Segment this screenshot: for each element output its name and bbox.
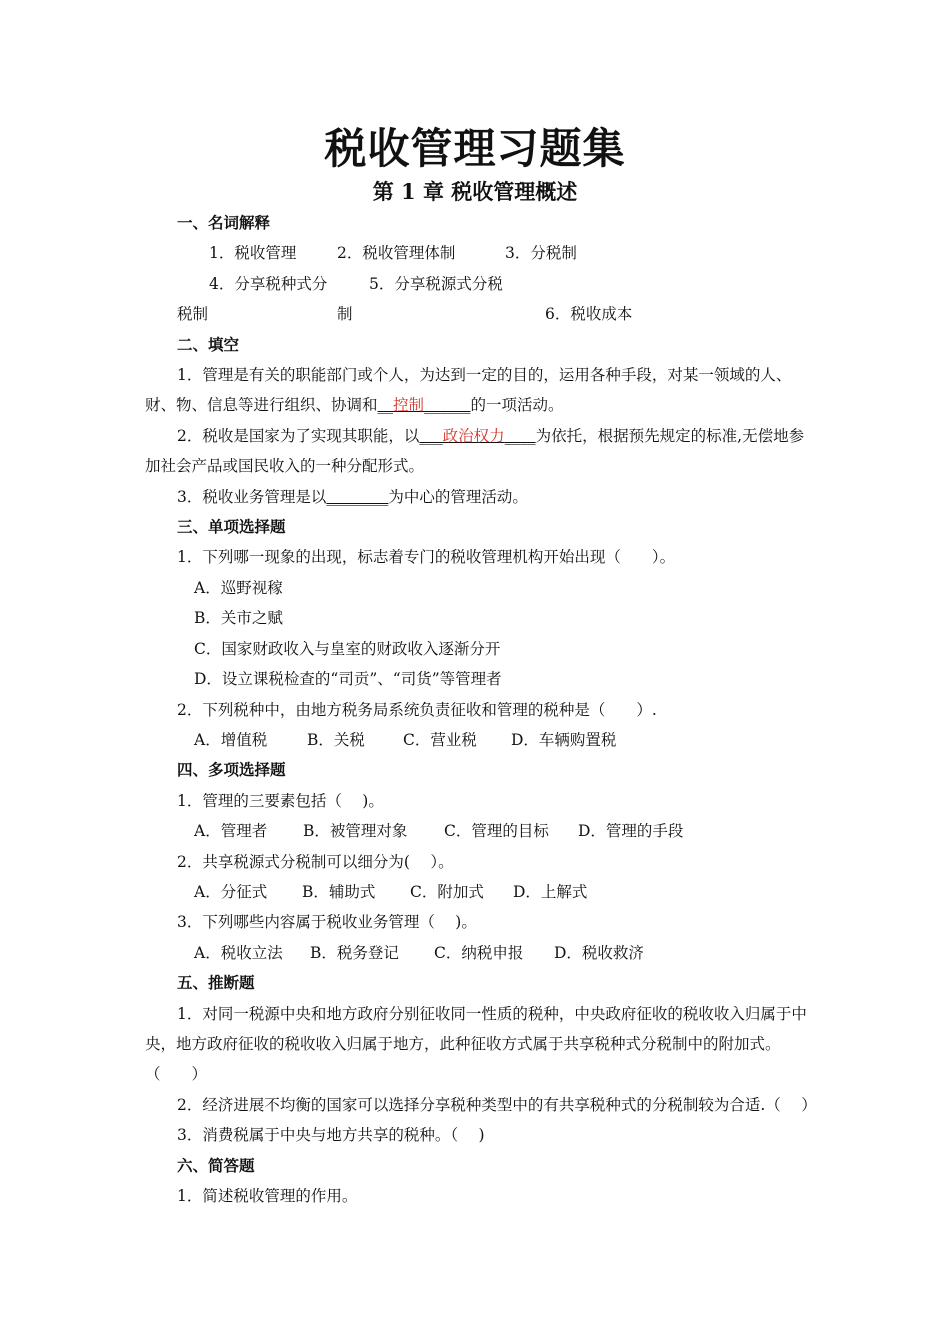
choice-option: A．管理者 bbox=[194, 822, 268, 841]
term-item: 2．税收管理体制 bbox=[337, 244, 456, 263]
choice-options-row bbox=[145, 725, 810, 755]
choice-option: B．关市之赋 bbox=[194, 609, 283, 628]
term-item: 3．分税制 bbox=[505, 244, 577, 263]
term-item: 6．税收成本 bbox=[545, 305, 633, 324]
choice-option: B．税务登记 bbox=[310, 943, 399, 962]
document-title: 税收管理习题集 bbox=[324, 124, 626, 173]
question-text: 1．管理的三要素包括（ )。 bbox=[177, 791, 384, 810]
choice-option: A．分征式 bbox=[194, 882, 268, 901]
choice-option: C．国家财政收入与皇室的财政收入逐渐分开 bbox=[194, 639, 501, 658]
question-text: 1．简述税收管理的作用。 bbox=[177, 1187, 358, 1205]
blank-line: ________ bbox=[326, 487, 389, 506]
choice-option: B．被管理对象 bbox=[303, 822, 408, 841]
section-heading-terms: 一、名词解释 bbox=[177, 213, 271, 232]
choice-option: D．上解式 bbox=[513, 882, 588, 901]
question-text: 3．税收业务管理是以 bbox=[177, 487, 327, 506]
blank-line: ______ bbox=[424, 396, 471, 415]
choice-options-row bbox=[145, 938, 810, 968]
section-heading-fill: 二、填空 bbox=[177, 334, 240, 354]
question-text: 2．共享税源式分税制可以细分为( ）。 bbox=[177, 852, 454, 871]
choice-option: A．增值税 bbox=[194, 730, 268, 749]
chapter-title: 第 1 章 税收管理概述 bbox=[372, 179, 578, 204]
choice-option: C．附加式 bbox=[410, 882, 484, 901]
fill-answer: 控制 bbox=[393, 396, 425, 415]
choice-option: D．车辆购置税 bbox=[511, 730, 617, 749]
term-row bbox=[145, 238, 810, 268]
blank-line: ____ bbox=[504, 426, 536, 445]
fill-question bbox=[145, 360, 810, 421]
question-text: 为中心的管理活动。 bbox=[388, 487, 528, 506]
question-text: 2．下列税种中，由地方税务局系统负责征收和管理的税种是（ ）. bbox=[177, 700, 657, 719]
choice-option: B．关税 bbox=[307, 730, 365, 749]
question-text: 1．管理是有关的职能部门或个人，为达到一定的目的，运用各种手段，对某一领域的人、财、物、信息等进行组织、协调和 bbox=[145, 366, 792, 415]
question-text: 2．税收是国家为了实现其职能，以 bbox=[177, 426, 420, 445]
term-item: 1．税收管理 bbox=[209, 244, 297, 263]
choice-option: D．设立课税检查的“司贡”、“司货”等管理者 bbox=[194, 670, 502, 689]
question-text: 的一项活动。 bbox=[470, 396, 564, 415]
fill-answer: 政治权力 bbox=[442, 426, 505, 445]
question-text: 1．下列哪一现象的出现，标志着专门的税收管理机构开始出现（ ）。 bbox=[177, 548, 676, 567]
blank-line: __ bbox=[377, 396, 394, 415]
choice-options-row bbox=[145, 816, 810, 846]
choice-option: A．巡野视稼 bbox=[194, 578, 283, 597]
section-heading-short-answer: 六、简答题 bbox=[177, 1155, 255, 1175]
choice-option: C．管理的目标 bbox=[444, 822, 549, 841]
term-row bbox=[145, 269, 810, 330]
blank-line: ___ bbox=[419, 426, 443, 445]
fill-question bbox=[145, 421, 810, 482]
choice-option: A．税收立法 bbox=[194, 943, 283, 962]
choice-option: C．纳税申报 bbox=[434, 943, 524, 962]
choice-option: D．税收救济 bbox=[554, 943, 644, 962]
question-text: 3．下列哪些内容属于税收业务管理（ )。 bbox=[177, 913, 477, 932]
section-heading-multi-choice: 四、多项选择题 bbox=[177, 760, 286, 780]
choice-option: B．辅助式 bbox=[302, 882, 376, 901]
section-heading-judgement: 五、推断题 bbox=[177, 973, 255, 993]
choice-options-row bbox=[145, 877, 810, 907]
exercise-content bbox=[145, 208, 817, 1211]
section-heading-single-choice: 三、单项选择题 bbox=[177, 517, 286, 537]
term-item: 4．分享税种式分税制 bbox=[177, 274, 328, 324]
choice-option: D．管理的手段 bbox=[578, 822, 684, 841]
question-text: 1．对同一税源中央和地方政府分别征收同一性质的税种，中央政府征收的税收收入归属于中央，地方政府征收的税收收入归属于地方，此种征收方式属于共享税种式分税制中的附加式。（ ） bbox=[145, 1004, 807, 1084]
term-item: 5．分享税源式分税制 bbox=[337, 274, 503, 324]
question-text: 3．消费税属于中央与地方共享的税种。（ ) bbox=[177, 1126, 485, 1145]
fill-question bbox=[145, 482, 810, 512]
question-text: 为依托，根据预先规定的标准,无偿地参加社会产品或国民收入的一种分配形式。 bbox=[145, 426, 805, 476]
choice-option: C．营业税 bbox=[403, 730, 477, 749]
question-text: 2．经济进展不均衡的国家可以选择分享税种类型中的有共享税种式的分税制较为合适.（ ） bbox=[177, 1095, 817, 1114]
